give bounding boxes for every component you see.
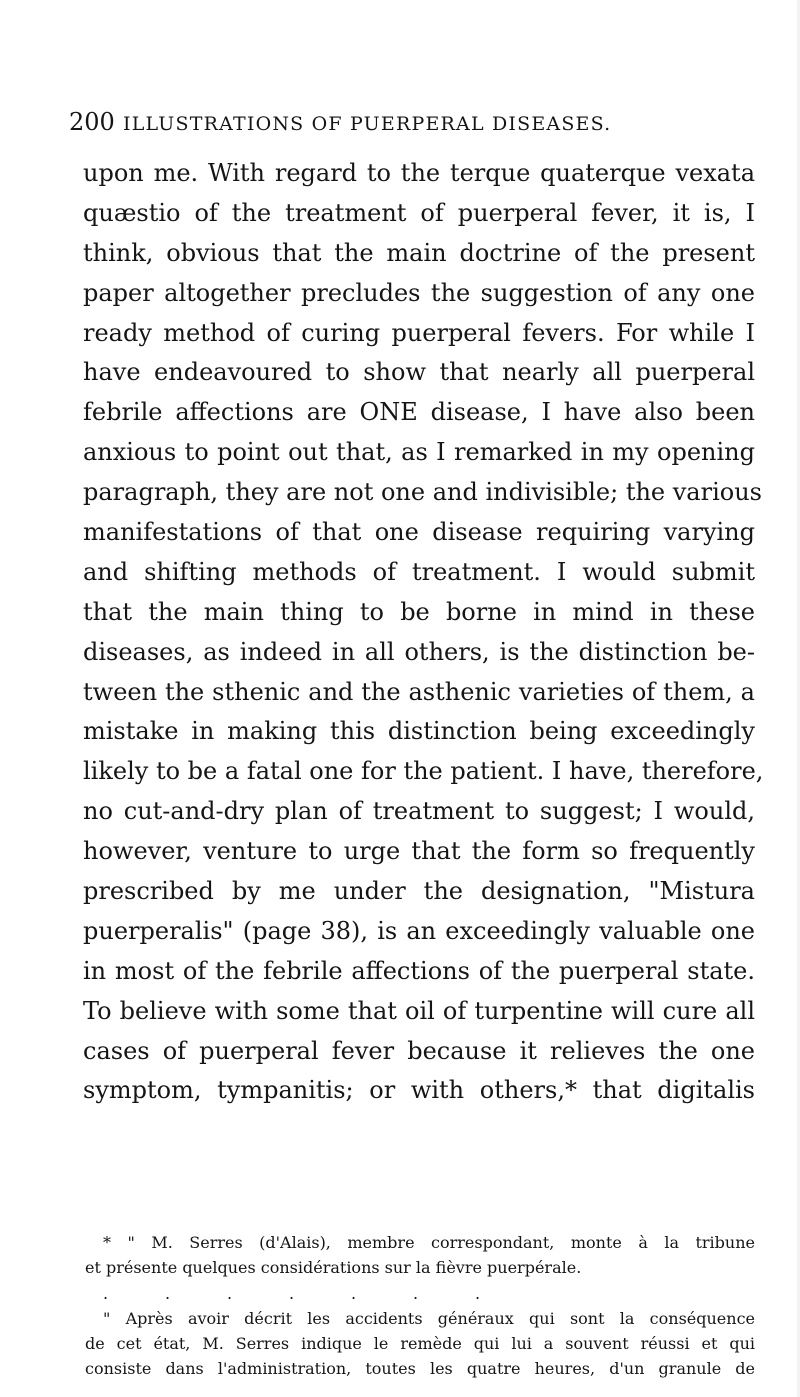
ellipsis-dot: . — [289, 1283, 295, 1303]
ellipsis-row — [85, 1281, 755, 1306]
ellipsis-dot: . — [227, 1283, 233, 1303]
text-line: no cut-and-dry plan of treatment to suggest; I would, — [83, 797, 755, 826]
footnote-line: et présente quelques considérations sur la fièvre puerpérale. — [85, 1258, 582, 1278]
text-line: symptom, tympanitis; or with others,* that digitalis — [83, 1076, 755, 1105]
text-line: likely to be a fatal one for the patient. I have, therefore, — [83, 757, 764, 786]
text-line: cases of puerperal fever because it relieves the one — [83, 1036, 755, 1065]
text-line: that the main thing to be borne in mind in these — [83, 597, 755, 626]
text-line: paper altogether precludes the suggestion of any one — [83, 278, 755, 307]
text-line: think, obvious that the main doctrine of the present — [83, 238, 755, 267]
text-line: To believe with some that oil of turpentine will cure all — [83, 996, 755, 1025]
body-text — [83, 154, 764, 1111]
footnote-line: consiste dans l'administration, toutes les quatre heures, d'un granule de — [85, 1359, 755, 1379]
footnote-line: * " M. Serres (d'Alais), membre correspondant, monte à la tribune — [103, 1233, 755, 1252]
footnote-line: " Après avoir décrit les accidents généraux qui sont la conséquence — [103, 1308, 755, 1328]
text-line: however, venture to urge that the form so frequently — [83, 837, 755, 866]
text-line: anxious to point out that, as I remarked in my opening — [83, 438, 755, 467]
ellipsis-dot: . — [103, 1283, 109, 1303]
text-line: febrile affections are ONE disease, I have also been — [83, 398, 755, 427]
running-header — [69, 108, 749, 136]
text-line: in most of the febrile affections of the puerperal state. — [83, 956, 755, 985]
footnote — [85, 1230, 755, 1381]
ellipsis-dot: . — [413, 1283, 419, 1303]
text-line: tween the sthenic and the asthenic varieties of them, a — [83, 677, 755, 706]
text-line: prescribed by me under the designation, "Mistura — [83, 877, 755, 906]
ellipsis-dot: . — [351, 1283, 357, 1303]
page-number: 200 — [69, 108, 115, 136]
text-line: puerperalis" (page 38), is an exceedingly valuable one — [83, 916, 755, 945]
running-title: ILLUSTRATIONS OF PUERPERAL DISEASES. — [123, 113, 612, 135]
text-line: and shifting methods of treatment. I would submit — [83, 557, 755, 586]
text-line: mistake in making this distinction being exceedingly — [83, 717, 755, 746]
text-line: ready method of curing puerperal fevers. For while I — [83, 318, 755, 347]
ellipsis-dot: . — [165, 1283, 171, 1303]
text-line: diseases, as indeed in all others, is the distinction be- — [83, 637, 755, 666]
ellipsis-dot: . — [475, 1283, 481, 1303]
text-line: manifestations of that one disease requiring varying — [83, 518, 755, 547]
text-line: paragraph, they are not one and indivisible; the various — [83, 478, 762, 507]
text-line: have endeavoured to show that nearly all puerperal — [83, 358, 755, 387]
text-line: quæstio of the treatment of puerperal fever, it is, I — [83, 198, 755, 227]
footnote-line: de cet état, M. Serres indique le remède qui lui a souvent réussi et qui — [85, 1333, 755, 1353]
text-line: upon me. With regard to the terque quaterque vexata — [83, 159, 755, 187]
